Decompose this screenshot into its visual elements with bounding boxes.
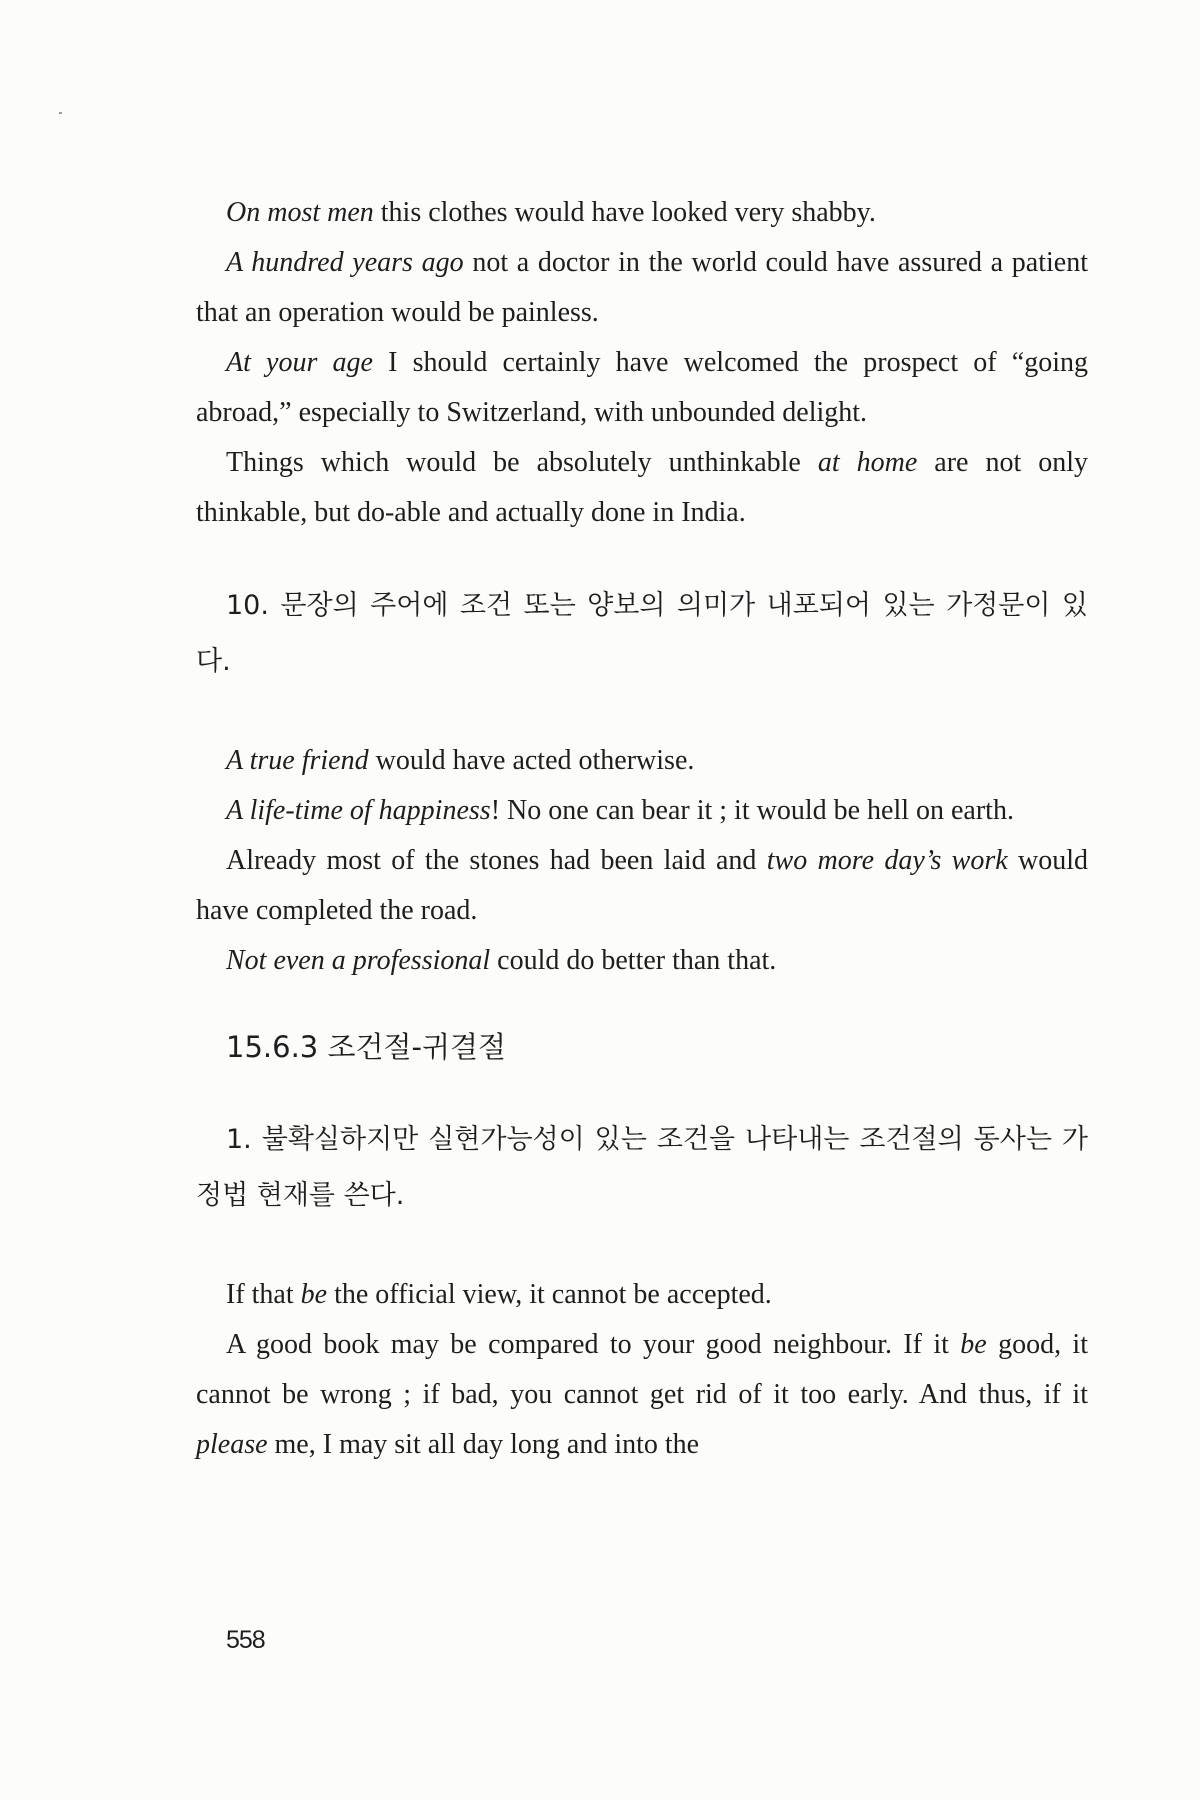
page-body: [196, 188, 1089, 1470]
italic-phrase: at home: [817, 447, 918, 478]
paragraph: [196, 936, 1088, 986]
italic-phrase: be: [300, 1279, 328, 1310]
text-run: the official view, it cannot be accepted.: [327, 1279, 772, 1310]
text-run: could do better than that.: [490, 945, 777, 976]
text-run: this clothes would have looked very shabby.: [373, 197, 876, 228]
italic-phrase: please: [196, 1429, 268, 1460]
paragraph: [196, 188, 1088, 238]
text-run: Things which would be absolutely unthinkable: [226, 447, 818, 478]
paragraph: [196, 836, 1088, 936]
text-run: me, I may sit all day long and into the: [267, 1429, 700, 1460]
text-run: would have acted otherwise.: [368, 745, 695, 776]
text-run: are not only thinkable, but do-able and actually done in India.: [196, 447, 1088, 528]
italic-phrase: A true friend: [226, 745, 369, 776]
rule-heading: 10. 문장의 주어에 조건 또는 양보의 의미가 내포되어 있는 가정문이 있다.: [196, 590, 1088, 677]
paragraph: [196, 438, 1088, 538]
paragraph: [196, 736, 1088, 786]
italic-phrase: two more day’s work: [766, 845, 1008, 876]
italic-phrase: Not even a professional: [226, 945, 491, 976]
text-run: Already most of the stones had been laid and: [226, 845, 767, 876]
text-run: good, it cannot be wrong ; if bad, you cannot get rid of it too early. And thus, if it: [196, 1329, 1088, 1410]
italic-phrase: A life-time of happiness: [226, 795, 491, 826]
rule-heading: 1. 불확실하지만 실현가능성이 있는 조건을 나타내는 조건절의 동사는 가정법 현재를 쓴다.: [196, 1124, 1088, 1211]
italic-phrase: On most men: [226, 197, 374, 228]
paragraph: [196, 786, 1088, 836]
page-number: 558: [226, 1626, 265, 1654]
paragraph: [196, 338, 1088, 438]
italic-phrase: be: [960, 1329, 987, 1360]
text-run: If that: [226, 1279, 301, 1310]
italic-phrase: At your age: [226, 347, 373, 378]
text-run: A good book may be compared to your good neighbour. If it: [226, 1329, 961, 1360]
text-run: not a doctor in the world could have assured a patient that an operation would be painless.: [196, 247, 1088, 328]
paragraph: [196, 238, 1088, 338]
text-run: would have completed the road.: [196, 845, 1089, 926]
paragraph: [196, 1320, 1088, 1470]
italic-phrase: A hundred years ago: [226, 247, 464, 278]
paragraph: [196, 1270, 1088, 1320]
section-heading: 15.6.3 조건절-귀결절: [226, 1030, 507, 1064]
scan-speck: [59, 112, 62, 114]
text-run: I should certainly have welcomed the prospect of “going abroad,” especially to Switzerland, with unbounded delight.: [196, 347, 1088, 428]
text-run: ! No one can bear it ; it would be hell on earth.: [490, 795, 1014, 826]
